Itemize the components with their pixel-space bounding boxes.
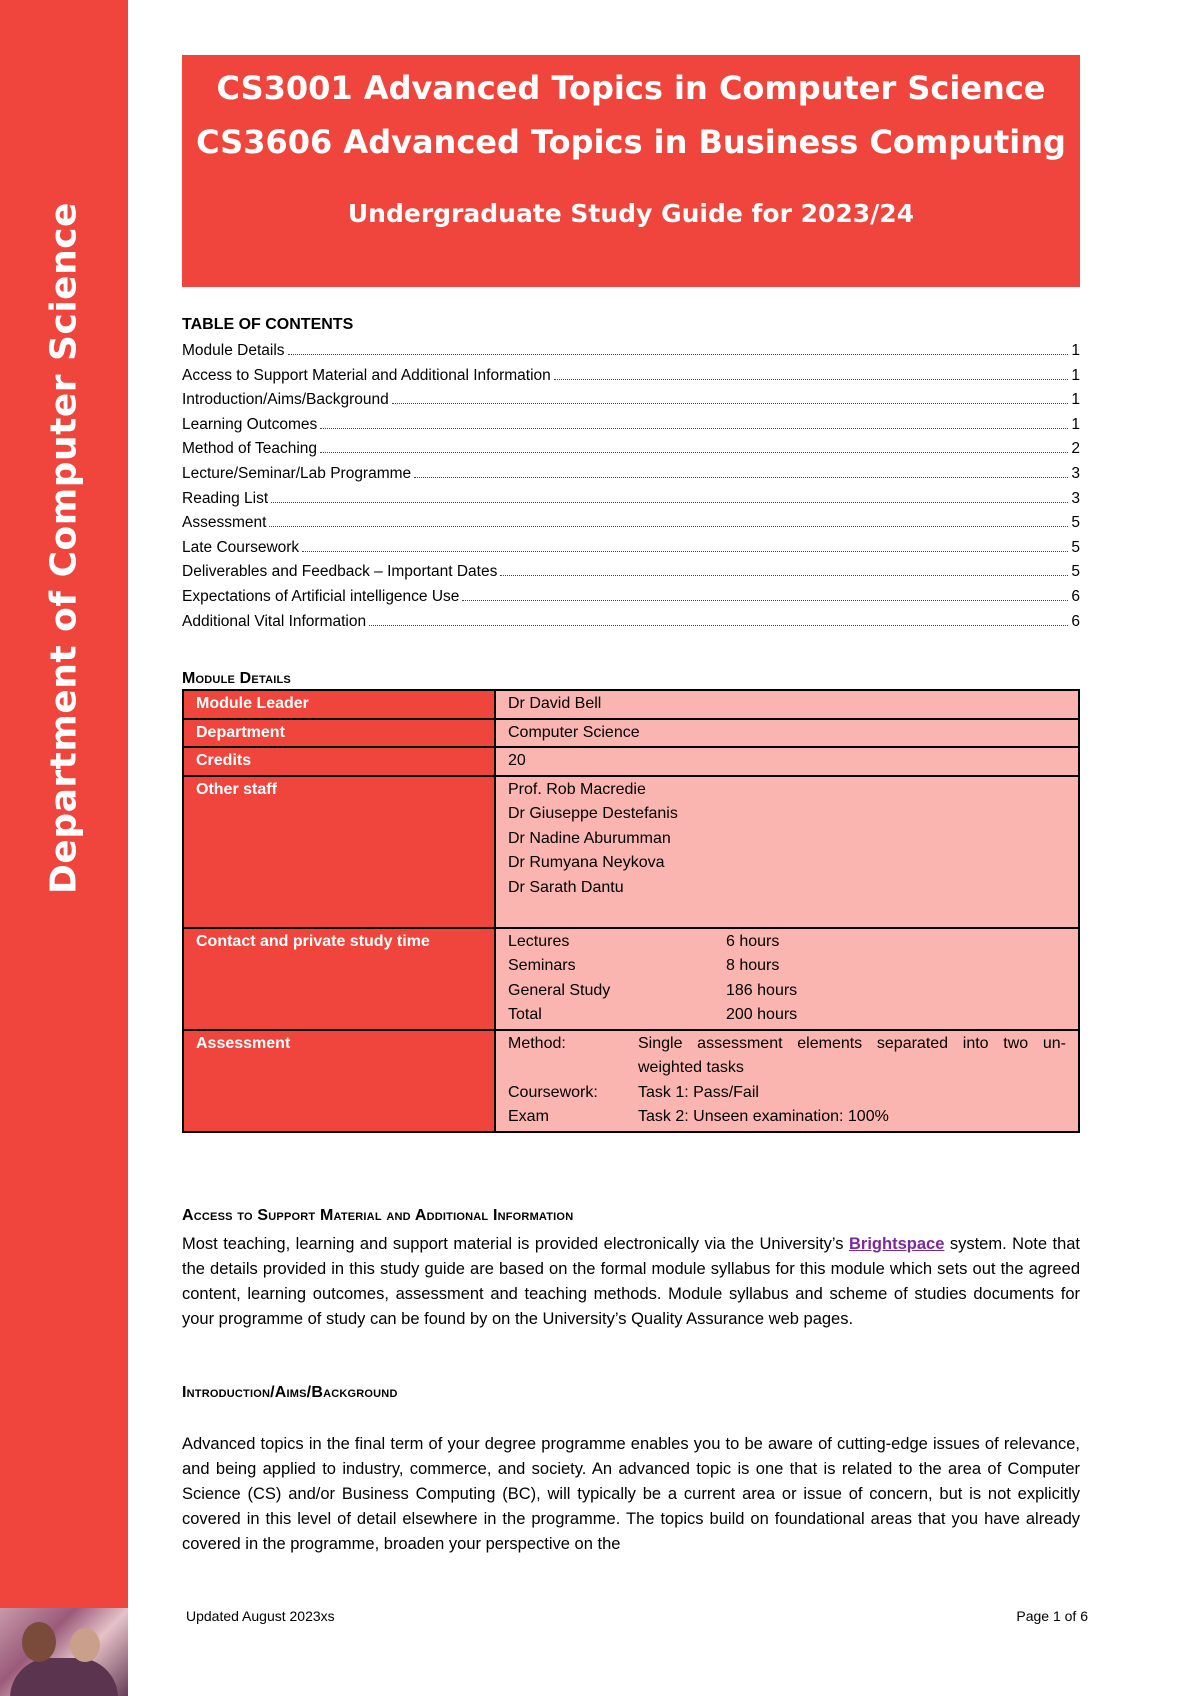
toc-entry-label: Access to Support Material and Additional Information <box>182 366 551 384</box>
access-text: system. Note that the details provided in this study guide are based on the formal module syllabus for this module which sets out the agreed content, learning outcomes, assessment and teaching methods. Module syllabus and scheme of studies documents for your programme of study can be found by on the University’s Quality Assurance web pages. <box>182 1235 1081 1328</box>
activity-name: General Study <box>508 981 611 999</box>
footer-page-number: Page 1 of 6 <box>1016 1608 1088 1624</box>
assessment-label: Assessment <box>183 1030 495 1132</box>
department-label: Department <box>183 719 495 748</box>
contact-time-value <box>495 928 1079 1030</box>
contact-time-label: Contact and private study time <box>183 928 495 1030</box>
toc-entry-page: 1 <box>1071 342 1080 359</box>
method-value: Single assessment elements separated into two un-weighted tasks <box>638 1034 1066 1076</box>
toc-entry[interactable] <box>182 613 1080 638</box>
exam-value: Task 2: Unseen examination: 100% <box>638 1108 889 1125</box>
study-guide-subtitle: Undergraduate Study Guide for 2023/24 <box>347 199 915 228</box>
access-paragraph <box>182 1232 1080 1332</box>
toc-leader-dots <box>320 428 1068 429</box>
introduction-paragraph: Advanced topics in the final term of your degree programme enables you to be aware of cutting-edge issues of relevance, and being applied to industry, commerce, and society. An advanced topic is one that is related to the area of Computer Science (CS) and/or Business Computing (BC), will typically be a current area or issue of concern, but is not explicitly covered in this level of detail elsewhere in the programme. The topics build on foundational areas that you have already covered in the programme, broaden your perspective on the <box>182 1435 1080 1553</box>
access-heading: Access to Support Material and Additional Information <box>182 1207 574 1224</box>
students-photo <box>0 1608 128 1696</box>
other-staff-label: Other staff <box>183 776 495 928</box>
toc-entry-label: Method of Teaching <box>182 440 318 458</box>
toc-entry-page: 1 <box>1071 391 1080 409</box>
activity-hours: 200 hours <box>726 1006 798 1023</box>
credits-value: 20 <box>495 747 1079 776</box>
toc-entry-page: 5 <box>1071 538 1080 556</box>
table-row <box>183 928 1079 1030</box>
toc-leader-dots <box>392 403 1069 404</box>
toc-entry[interactable] <box>182 391 1080 416</box>
staff-member: Dr Giuseppe Destefanis <box>508 805 678 822</box>
module-leader-label: Module Leader <box>183 690 495 719</box>
table-row <box>183 776 1079 928</box>
toc-entry-label: Module Details <box>182 342 285 359</box>
staff-member: Prof. Rob Macredie <box>508 780 646 798</box>
toc-entry-label: Expectations of Artificial intelligence Use <box>182 587 460 605</box>
toc-entry-page: 2 <box>1071 440 1080 458</box>
toc-leader-dots <box>369 625 1068 626</box>
toc-entry-page: 3 <box>1071 464 1080 482</box>
toc-entry-page: 1 <box>1071 366 1080 384</box>
assessment-value <box>495 1030 1079 1132</box>
staff-member: Dr Rumyana Neykova <box>508 854 665 871</box>
coursework-value: Task 1: Pass/Fail <box>638 1083 759 1101</box>
toc-entry-page: 5 <box>1071 514 1080 532</box>
toc-entry-label: Additional Vital Information <box>182 612 367 630</box>
module-leader-value: Dr David Bell <box>495 690 1079 719</box>
toc-entry-page: 3 <box>1071 489 1080 507</box>
toc-leader-dots <box>462 600 1068 601</box>
staff-member: Dr Sarath Dantu <box>508 878 624 896</box>
toc-entry[interactable] <box>182 440 1080 465</box>
activity-hours: 8 hours <box>726 957 780 974</box>
footer-updated: Updated August 2023xs <box>186 1608 335 1624</box>
toc-entry-label: Reading List <box>182 489 269 507</box>
activity-name: Total <box>508 1006 542 1023</box>
table-row <box>183 719 1079 748</box>
credits-label: Credits <box>183 747 495 776</box>
toc-entry-label: Introduction/Aims/Background <box>182 391 389 409</box>
introduction-heading: Introduction/Aims/Background <box>182 1384 398 1401</box>
toc-entry[interactable] <box>182 588 1080 613</box>
activity-name: Lectures <box>508 932 570 950</box>
toc-entry-label: Assessment <box>182 514 267 532</box>
coursework-label: Coursework: <box>508 1083 598 1101</box>
toc-entry[interactable] <box>182 514 1080 539</box>
activity-name: Seminars <box>508 957 576 974</box>
toc-leader-dots <box>302 551 1068 552</box>
toc-entry-label: Lecture/Seminar/Lab Programme <box>182 464 412 482</box>
toc-entry[interactable] <box>182 367 1080 392</box>
other-staff-value <box>495 776 1079 928</box>
method-label: Method: <box>508 1034 566 1052</box>
toc-entry[interactable] <box>182 342 1080 367</box>
module-details-table <box>182 689 1080 1133</box>
module-details-heading: Module Details <box>182 670 291 687</box>
toc-entry-label: Learning Outcomes <box>182 415 318 433</box>
toc-entry-label: Late Coursework <box>182 538 300 556</box>
toc-heading: TABLE OF CONTENTS <box>182 316 354 333</box>
toc-entry[interactable] <box>182 416 1080 441</box>
brightspace-link[interactable]: Brightspace <box>849 1235 945 1253</box>
activity-hours: 6 hours <box>726 932 780 950</box>
toc-entry[interactable] <box>182 490 1080 515</box>
exam-label: Exam <box>508 1108 549 1125</box>
table-of-contents <box>182 342 1080 637</box>
toc-entry-page: 1 <box>1071 415 1080 433</box>
toc-entry-page: 5 <box>1071 563 1080 581</box>
toc-leader-dots <box>288 354 1069 355</box>
toc-leader-dots <box>554 379 1069 380</box>
toc-leader-dots <box>500 575 1068 576</box>
activity-hours: 186 hours <box>726 981 798 999</box>
toc-leader-dots <box>414 477 1068 478</box>
toc-entry-page: 6 <box>1071 612 1080 630</box>
toc-leader-dots <box>320 452 1068 453</box>
toc-entry-page: 6 <box>1071 587 1080 605</box>
module-title-cs3606: CS3606 Advanced Topics in Business Computing <box>196 123 1066 161</box>
access-text: Most teaching, learning and support material is provided electronically via the University’s <box>182 1235 850 1253</box>
staff-member: Dr Nadine Aburumman <box>508 829 671 847</box>
toc-entry-label: Deliverables and Feedback – Important Dates <box>182 563 498 581</box>
toc-entry[interactable] <box>182 539 1080 564</box>
module-title-cs3001: CS3001 Advanced Topics in Computer Science <box>216 69 1046 107</box>
department-value: Computer Science <box>495 719 1079 748</box>
sidebar <box>0 0 128 1696</box>
department-vertical-title: Department of Computer Science <box>43 202 85 894</box>
toc-entry[interactable] <box>182 465 1080 490</box>
toc-leader-dots <box>269 526 1068 527</box>
table-row <box>183 1030 1079 1132</box>
table-row <box>183 690 1079 719</box>
table-row <box>183 747 1079 776</box>
toc-entry[interactable] <box>182 563 1080 588</box>
title-banner <box>182 55 1080 287</box>
toc-leader-dots <box>271 502 1068 503</box>
